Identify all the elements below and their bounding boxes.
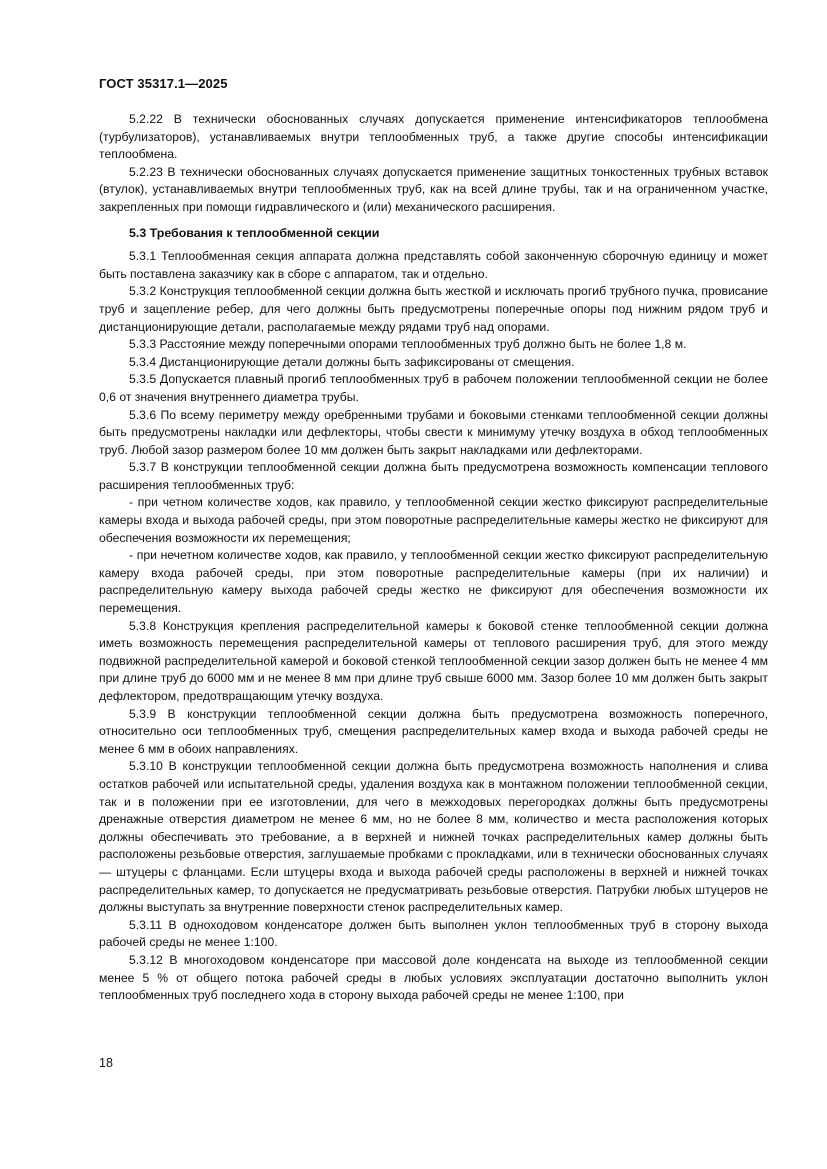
paragraph-5-3-4: 5.3.4 Дистанционирующие детали должны быть зафиксированы от смещения. <box>129 354 575 369</box>
paragraph-5-3-7: 5.3.7 В конструкции теплообменной секции должна быть предусмотрена возможность компенсации теплового расширения теплообменных труб: <box>99 460 768 492</box>
paragraph-5-3-1: 5.3.1 Теплообменная секция аппарата должна представлять собой законченную сборочную единицу и может быть поставлена заказчику как в сборе с аппаратом, так и отдельно. <box>99 249 768 281</box>
paragraph-5-3-12: 5.3.12 В многоходовом конденсаторе при массовой доле конденсата на выходе из теплообменной секции менее 5 % от общего потока рабочей среды в любых условиях эксплуатации достаточно выполнить уклон теплообменных труб последнего хода в сторону выхода рабочей среды не менее 1:100, при <box>99 952 768 1003</box>
document-body <box>99 111 768 1005</box>
paragraph-5-2-23: 5.2.23 В технически обоснованных случаях допускается применение защитных тонкостенных трубных вставок (втулок), устанавливаемых внутри теплообменных труб, как на всей длине трубы, так и на ограниченном участке, закрепленных при помощи гидравлического и (или) механического расширения. <box>99 164 768 214</box>
paragraph-5-3-3: 5.3.3 Расстояние между поперечными опорами теплообменных труб должно быть не более 1,8 м. <box>129 337 687 352</box>
paragraph-5-3-2: 5.3.2 Конструкция теплообменной секции должна быть жесткой и исключать прогиб трубного пучка, провисание труб и зацепление ребер, для чего должны быть предусмотрены поперечные опоры под нижним рядом труб и дистанционирующие детали, располагаемые между рядами труб над опорами. <box>99 284 768 334</box>
list-item-odd-passes: - при нечетном количестве ходов, как правило, у теплообменной секции жестко фиксируют распределительную камеру входа рабочей среды, при этом поворотные распределительные камеры (при их наличии) и распределительную камеру выхода рабочей среды жестко не фиксируют для обеспечения возможности их перемещения. <box>99 548 768 616</box>
paragraph-5-3-5: 5.3.5 Допускается плавный прогиб теплообменных труб в рабочем положении теплообменной секции не более 0,6 от значения внутреннего диаметра трубы. <box>99 372 768 404</box>
paragraph-5-3-11: 5.3.11 В одноходовом конденсаторе должен быть выполнен уклон теплообменных труб в сторону выхода рабочей среды не менее 1:100. <box>99 917 768 950</box>
paragraph-5-2-22: 5.2.22 В технически обоснованных случаях допускается применение интенсификаторов теплообмена (турбулизаторов), устанавливаемых внутри теплообменных труб, а также другие способы интенсификации теплообмена. <box>99 112 768 162</box>
page-number: 18 <box>99 1056 113 1070</box>
section-heading-5-3: 5.3 Требования к теплообменной секции <box>129 225 380 240</box>
paragraph-5-3-8: 5.3.8 Конструкция крепления распределительной камеры к боковой стенке теплообменной секции должна иметь возможность перемещения распределительной камеры от теплового расширения труб, для этого между подвижной распределительной камерой и боковой стенкой теплообменной секции зазор должен быть не менее 4 мм при длине труб до 6000 мм и не менее 8 мм при длине труб свыше 6000 мм. Зазор более 10 мм должен быть закрыт дефлектором, предотвращающим утечку воздуха. <box>99 618 768 703</box>
paragraph-5-3-10: 5.3.10 В конструкции теплообменной секции должна быть предусмотрена возможность наполнения и слива остатков рабочей или испытательной среды, удаления воздуха как в монтажном положении теплообменной секции, так и в положении при ее изготовлении, для чего в межходовых перегородках должны быть предусмотрены дренажные отверстия диаметром не менее 6 мм, но не более 8 мм, количество и места расположения которых должны обеспечивать это требование, а в верхней и нижней точках распределительных камер должны быть расположены резьбовые отверстия, заглушаемые пробками с прокладками, или в технически обоснованных случаях — штуцеры с фланцами. Если штуцеры входа и выхода рабочей среды расположены в верхней и нижней точках распределительных камер, то допускается не предусматривать резьбовые отверстия. Патрубки любых штуцеров не должны выступать за внутренние поверхности стенок распределительных камер. <box>99 759 768 915</box>
paragraph-5-3-6: 5.3.6 По всему периметру между оребренными трубами и боковыми стенками теплообменной секции должны быть предусмотрены накладки или дефлекторы, чтобы свести к минимуму утечку воздуха в обход теплообменных труб. Любой зазор размером более 10 мм должен быть закрыт накладками или дефлекторами. <box>99 407 768 457</box>
list-item-even-passes: - при четном количестве ходов, как правило, у теплообменной секции жестко фиксируют распределительные камеры входа и выхода рабочей среды, при этом поворотные распределительные камеры жестко не фиксируют для обеспечения возможности их перемещения; <box>99 495 768 545</box>
paragraph-5-3-9: 5.3.9 В конструкции теплообменной секции должна быть предусмотрена возможность поперечного, относительно оси теплообменных труб, смещения распределительных камер входа и выхода рабочей среды не менее 6 мм в обоих направлениях. <box>99 706 768 756</box>
document-code-header: ГОСТ 35317.1—2025 <box>99 76 228 91</box>
